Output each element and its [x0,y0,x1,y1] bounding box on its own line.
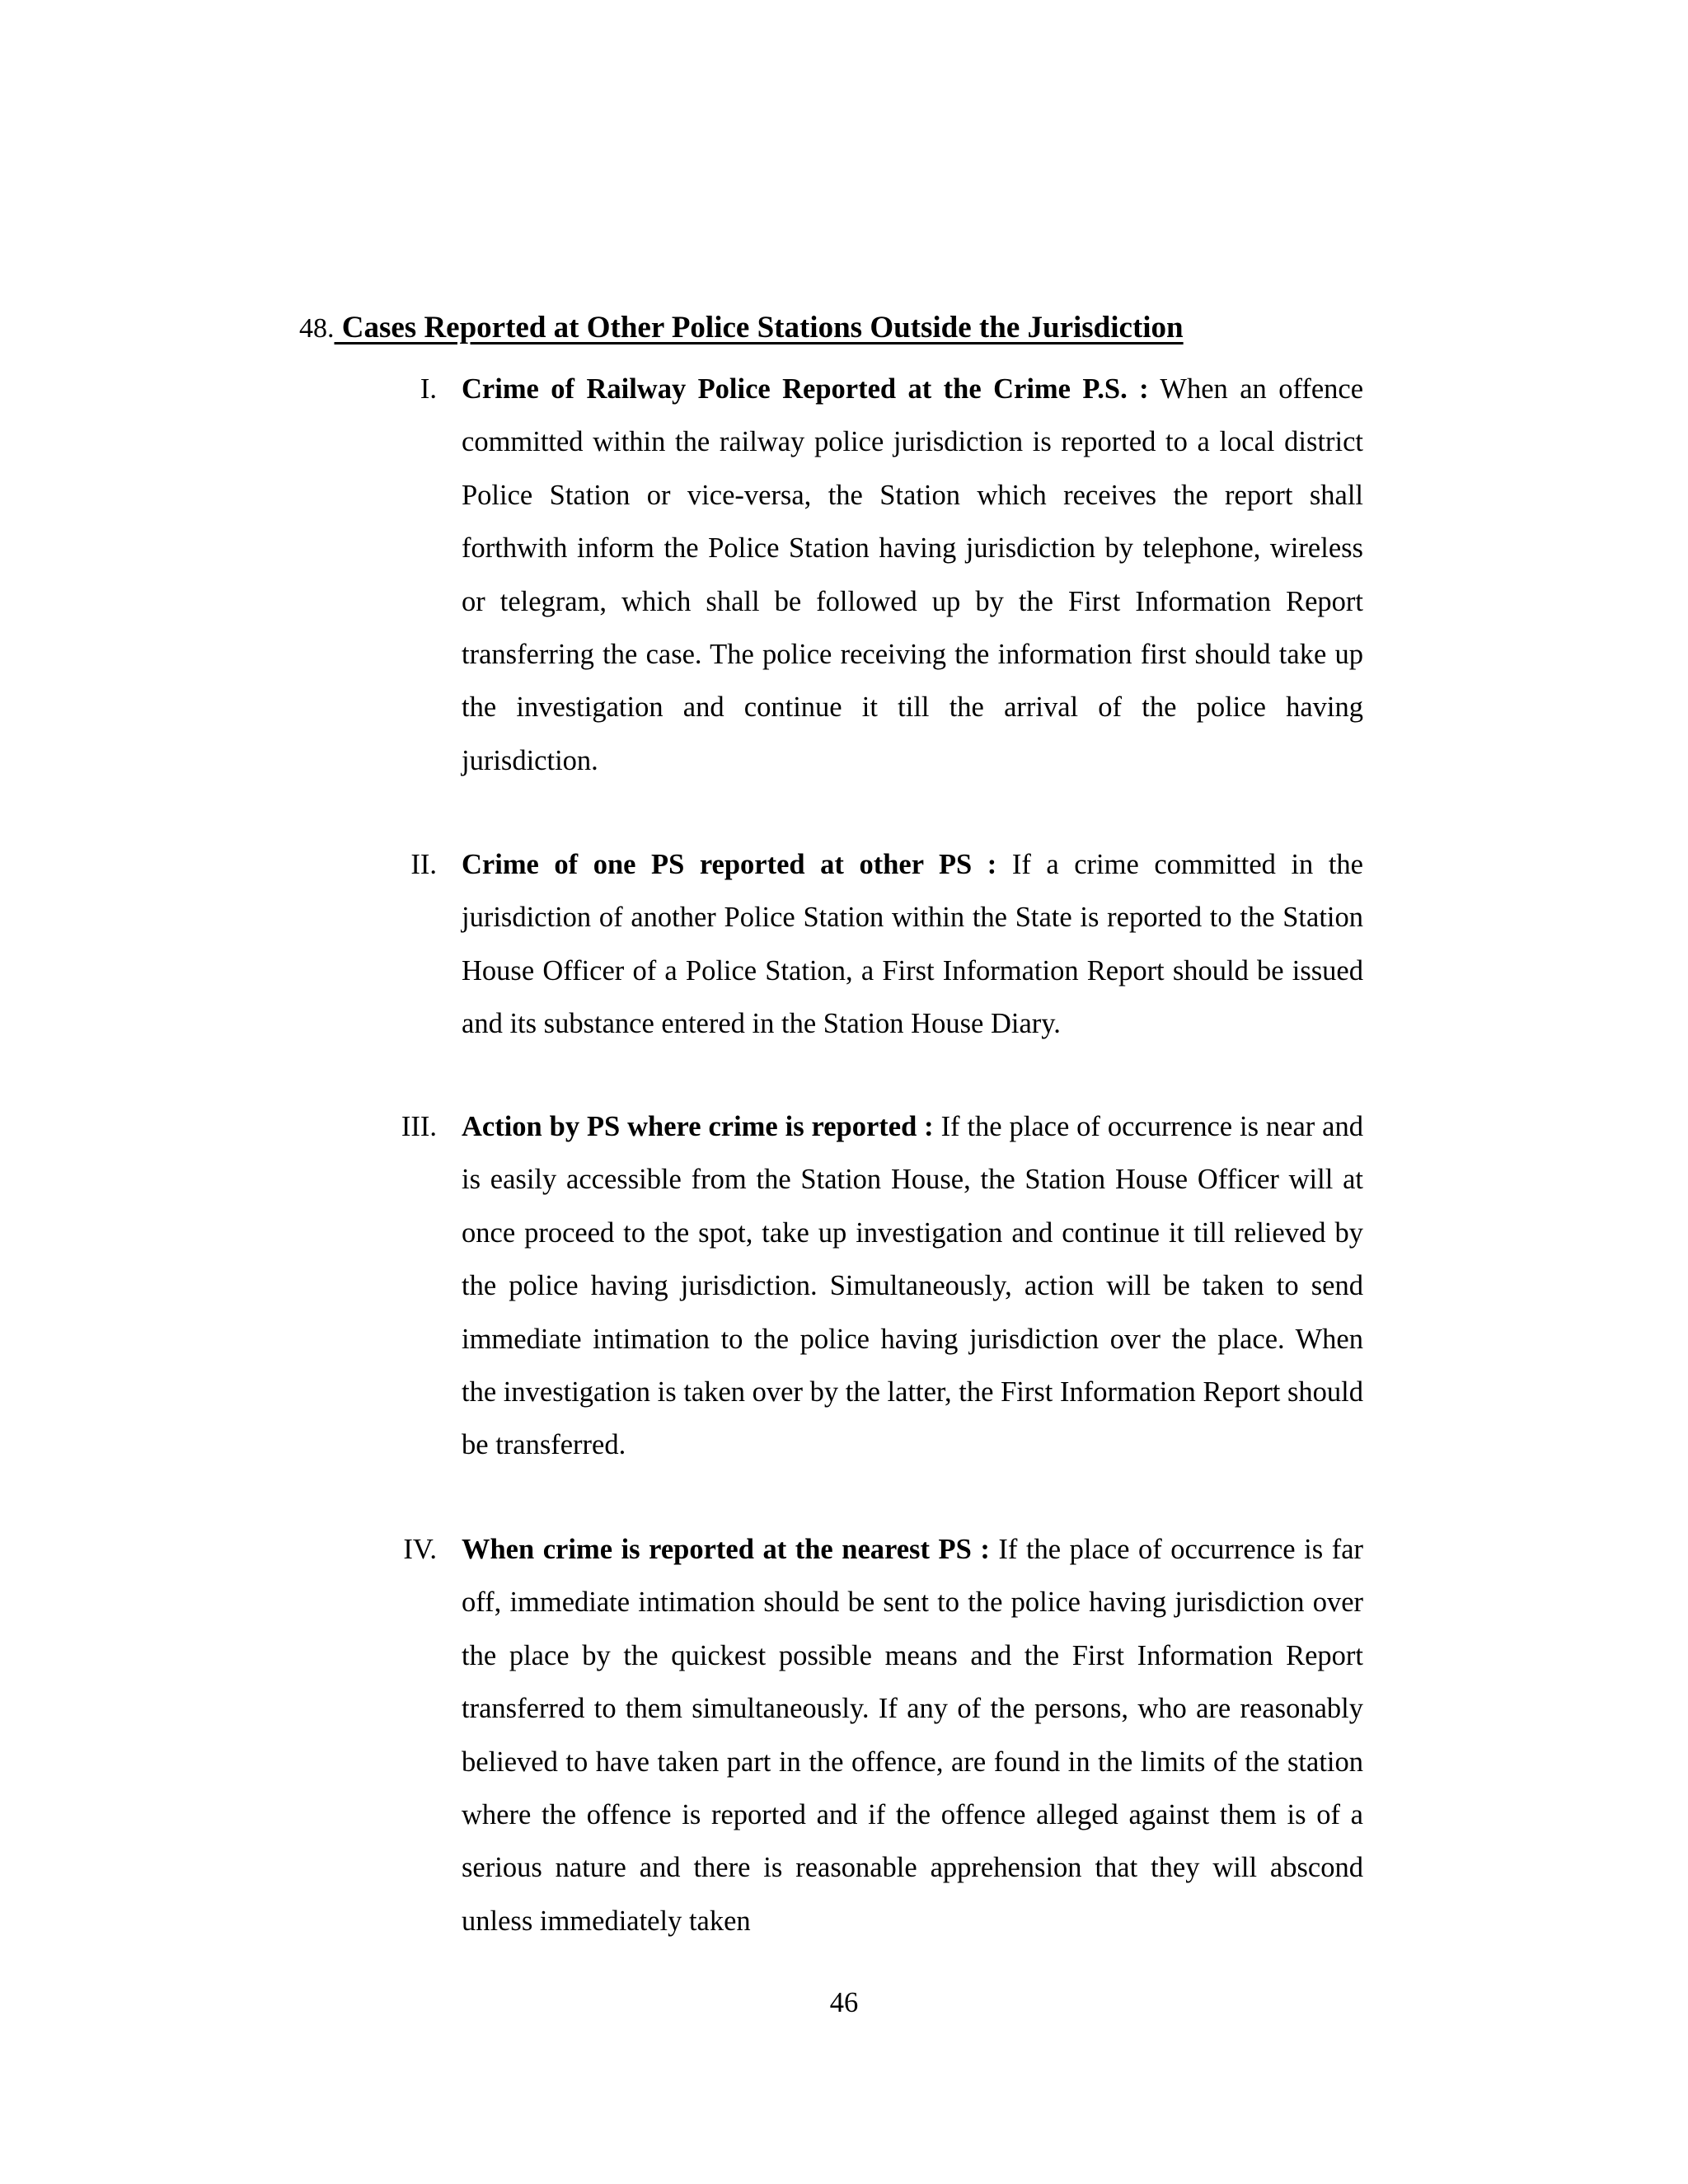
item-lead: Crime of one PS reported at other PS : [462,849,997,880]
item-text: When an offence committed within the railway police jurisdiction is reported to a local district Police Station or vice-versa, the Station which receives the report shall forthwith inform the Police Station having jurisdiction by telephone, wireless or telegram, which shall be followed up by the First Information Report transferring the case. The police receiving the information first should take up the investigation and continue it till the arrival of the police having jurisdiction. [462,373,1364,776]
item-text: If a crime committed in the jurisdiction of another Police Station within the State is reported to the Station House Officer of a Police Station, a First Information Report should be issued and its substance entered in the Station House Diary. [462,849,1363,1040]
page-number: 46 [829,1987,859,2018]
item-numeral: IV. [403,1534,437,1565]
item-numeral: II. [410,849,437,880]
item-text: If the place of occurrence is far off, immediate intimation should be sent to the police having jurisdiction over the place by the quickest possible means and the First Information Report transferred to them simultaneously. If any of the persons, who are reasonably believed to have taken part in the offence, are found in the limits of the station where the offence is reported and if the offence alleged against them is of a serious nature and there is reasonable apprehension that they will abscond unless immediately taken [462,1534,1363,1937]
list-item [401,1100,1363,1472]
section-heading [299,303,1494,354]
item-lead: Action by PS where crime is reported : [462,1111,934,1142]
item-numeral: I. [420,373,437,405]
list-item [420,363,1364,787]
list-item [403,1523,1363,1947]
list-item [410,838,1363,1051]
section-title: Cases Reported at Other Police Stations Outside the Jurisdiction [334,311,1184,344]
item-lead: Crime of Railway Police Reported at the Crime P.S. : [462,373,1149,405]
section-number: 48. [299,313,335,344]
item-text: If the place of occurrence is near and is easily accessible from the Station House, the Station House Officer will at once proceed to the spot, take up investigation and continue it till relieved by the police having jurisdiction. Simultaneously, action will be taken to send immediate intimation to the police having jurisdiction over the place. When the investigation is taken over by the latter, the First Information Report should be transferred. [462,1111,1363,1461]
item-numeral: III. [401,1111,437,1142]
item-lead: When crime is reported at the nearest PS : [462,1534,990,1565]
